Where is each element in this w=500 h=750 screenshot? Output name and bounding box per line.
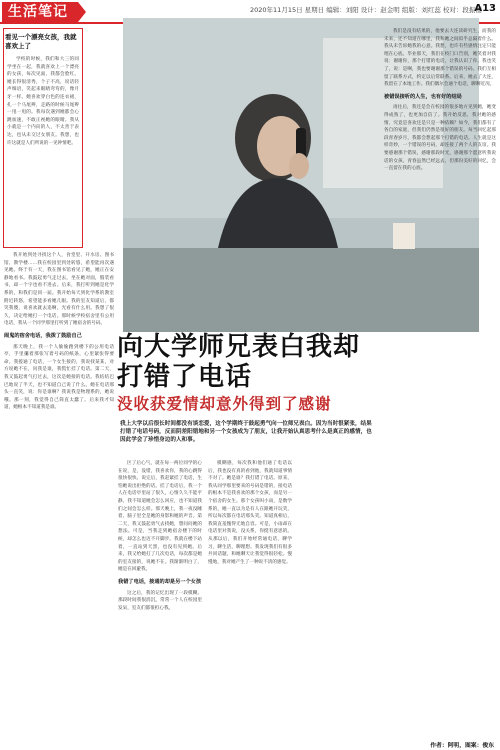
article-headline: 向大学师兄表白我却打错了电话 <box>117 332 361 392</box>
sidebar-title: 看见一个漂亮女孩，我就喜欢上了 <box>5 33 77 50</box>
section-title: 生活笔记 <box>2 2 78 22</box>
left-subheading: 闹鬼的宿舍电话，我拨了鼓励自己 <box>4 332 82 339</box>
article-subtitle: 没收获爱情却意外得到了感谢 <box>117 395 332 413</box>
author-byline: 作者：阿明，图案：俊东 <box>430 743 494 749</box>
article-intro: 我上大学以后很长时间都没有谈恋爱，这个学期终于鼓起勇气向一位师兄表白。因为当时很紧张，结果打错了电话号码，反而阴差阳错地和另一个女孩成为了朋友，让我开始认真思考什么是真正的感情，也因此学会了珍惜身边的人和事。 <box>120 421 372 444</box>
left-paragraph-2: 那天晚上，我一个人偷偷跑到楼下的公用电话亭，手里攥着那张写着号码的纸条，心里紧张得要命。我拨通了电话，一个女生接的，我说找某某，对方说她不在，问我是谁，我慌忙挂了电话。第二天，我又鼓起勇气打过去，这次是她接的电话。我结结巴巴地说了半天，也不知道自己说了什么。她在电话那头一直笑，说：你是谁啊？我说我是物理系的，她说哦。那一刻，我觉得自己简直太蠢了。后来我才知道，她根本不知道我是谁。 <box>4 344 114 411</box>
page-number: A13 <box>474 3 496 14</box>
issue-info: 2020年11月15日 星期日 编辑：刘阳 设计：赵金明 组版：刘红蕊 校对：段振丽 <box>250 6 482 14</box>
sidebar-text <box>7 56 79 242</box>
right-paragraph-2: 再往后，我还是会在校园的很多地方见到她，她变得成熟了，也更加自信了。我开始反思，我对她的感情，究竟是喜欢还是只是一种依赖？如今，我们都有了各自的家庭，但我们仍然是很好的朋友。每当回忆起那段青春岁月，我都会想起那个打错的电话。人生就是这样奇妙，一个错误的号码，却连接了两个人的友谊。我要感谢那个错误，感谢那段时光，感谢那个愿意听我说话的女孩。青春虽然已经远去，但那份美好的回忆，会一直留在我的心底。 <box>384 105 496 172</box>
center-paragraph: 模糊感，每次我和他们通了电话以后，我也没有真的看到他，我就知道事情不对了。她是谁？我打错了电话。原来，我从同学那里要来的号码是错的，接电话的根本不是我喜欢的那个女孩，而是另一个宿舍的女生。那个女孩叫小雨，是数学系的，她一直以为是有人在跟她开玩笑，所以每次都在电话那头笑。知道真相后，我简直羞愧得无地自容。可是，小雨却在电话里对我说，没关系，你挺有意思的。从那以后，我们开始经常通电话，聊学习，聊生活，聊理想。我发现我们有很多共同话题，和她聊天让我觉得很轻松。慢慢地，我对她产生了一种说不清的感觉。 <box>208 461 292 565</box>
center-column <box>208 460 292 740</box>
middle-column <box>118 460 202 740</box>
middle-paragraph-2: 这之后，我的记忆出现了一段模糊。那段时间我很消沉，常常一个人在校园里发呆，室友们都很担心我。 <box>118 590 202 611</box>
sidebar-paragraph: 学校的时候，我们和大三的同学坐在一起，我就喜欢上一个漂亮的女孩，每次见面，我都会脸红。她长得很清秀，个子不高，说话轻声细语，笑起来眼睛弯弯的，像月牙一样。她喜欢穿白色的连衣裙，扎一个马尾辫，走路的时候马尾辫一甩一甩的。我每次遇到她都会心跳加速，不敢正视她的眼睛。我从小就是一个内向的人，不太善于表达，也从未交过女朋友。我想，也许这就是人们所说的一见钟情吧。 <box>7 57 79 146</box>
right-column <box>384 28 496 734</box>
right-subheading: 被错误接听的人生，也有好的结局 <box>384 93 462 100</box>
right-paragraph: 我们是没有结果的，他要去大连读研究生，而我的未来，还不知道在哪里，我和她之间似乎总隔着什么。我从未告诉她我的心意。我想，也许有些感情注定只能埋在心底。毕业那天，我们在校门口告别，她笑着对我说：谢谢你，那个打错的电话，让我认识了你。我也笑了，说：是啊，我也要谢谢那个错误的号码。我们互相留了联系方式，约定以后常联系。后来，她去了大连，我留在了本地工作。我们偶尔会通个电话，聊聊近况。 <box>384 29 496 88</box>
left-paragraph: 我开始到处寻找这个人，食堂里、开水房、图书馆、教学楼……我在校园里到处转悠，希望能再次遇见她。终于有一天，我在图书馆看见了她，她正在安静地看书。我鼓起勇气走过去，坐在她对面，假装看书，却一个字也看不进去。后来，我打听到她是化学系的，和我们是同一届。我开始每天到化学系的教室附近转悠，希望能多看她几眼。我的室友知道后，都笑我傻，说喜欢就去追啊，光看有什么用。我想了很久，决定给她打一个电话。那时候学校宿舍里有公用电话，我从一个同学那里打听到了她宿舍的号码。 <box>4 253 114 327</box>
left-column <box>4 252 114 740</box>
middle-paragraph: 区了后心气，就在每一两位同学的心在说，是，没错，我喜欢你，我的心跳得很快很快。说完后，我赶紧挂了电话，生怕她说出拒绝的话。挂了电话后，我一个人在电话亭里站了很久，心情久久不能平静。我不知道她会怎么回应，也不知道我们之间会怎么样。那天晚上，我一夜没睡着，脑子里全是她的身影和她的声音。第二天，我又鼓起勇气去找她，想问问她的想法。可是，当我走到她宿舍楼下的时候，却怎么也迈不开脚步。我就在楼下站着，一直站到天黑，也没有见到她。后来，我又给她打了几次电话，每次都是她的室友接的，说她不在。我渐渐明白了，她是在回避我。 <box>118 461 202 573</box>
middle-subheading: 我错了电话，接通的却是另一个女孩 <box>118 578 202 585</box>
